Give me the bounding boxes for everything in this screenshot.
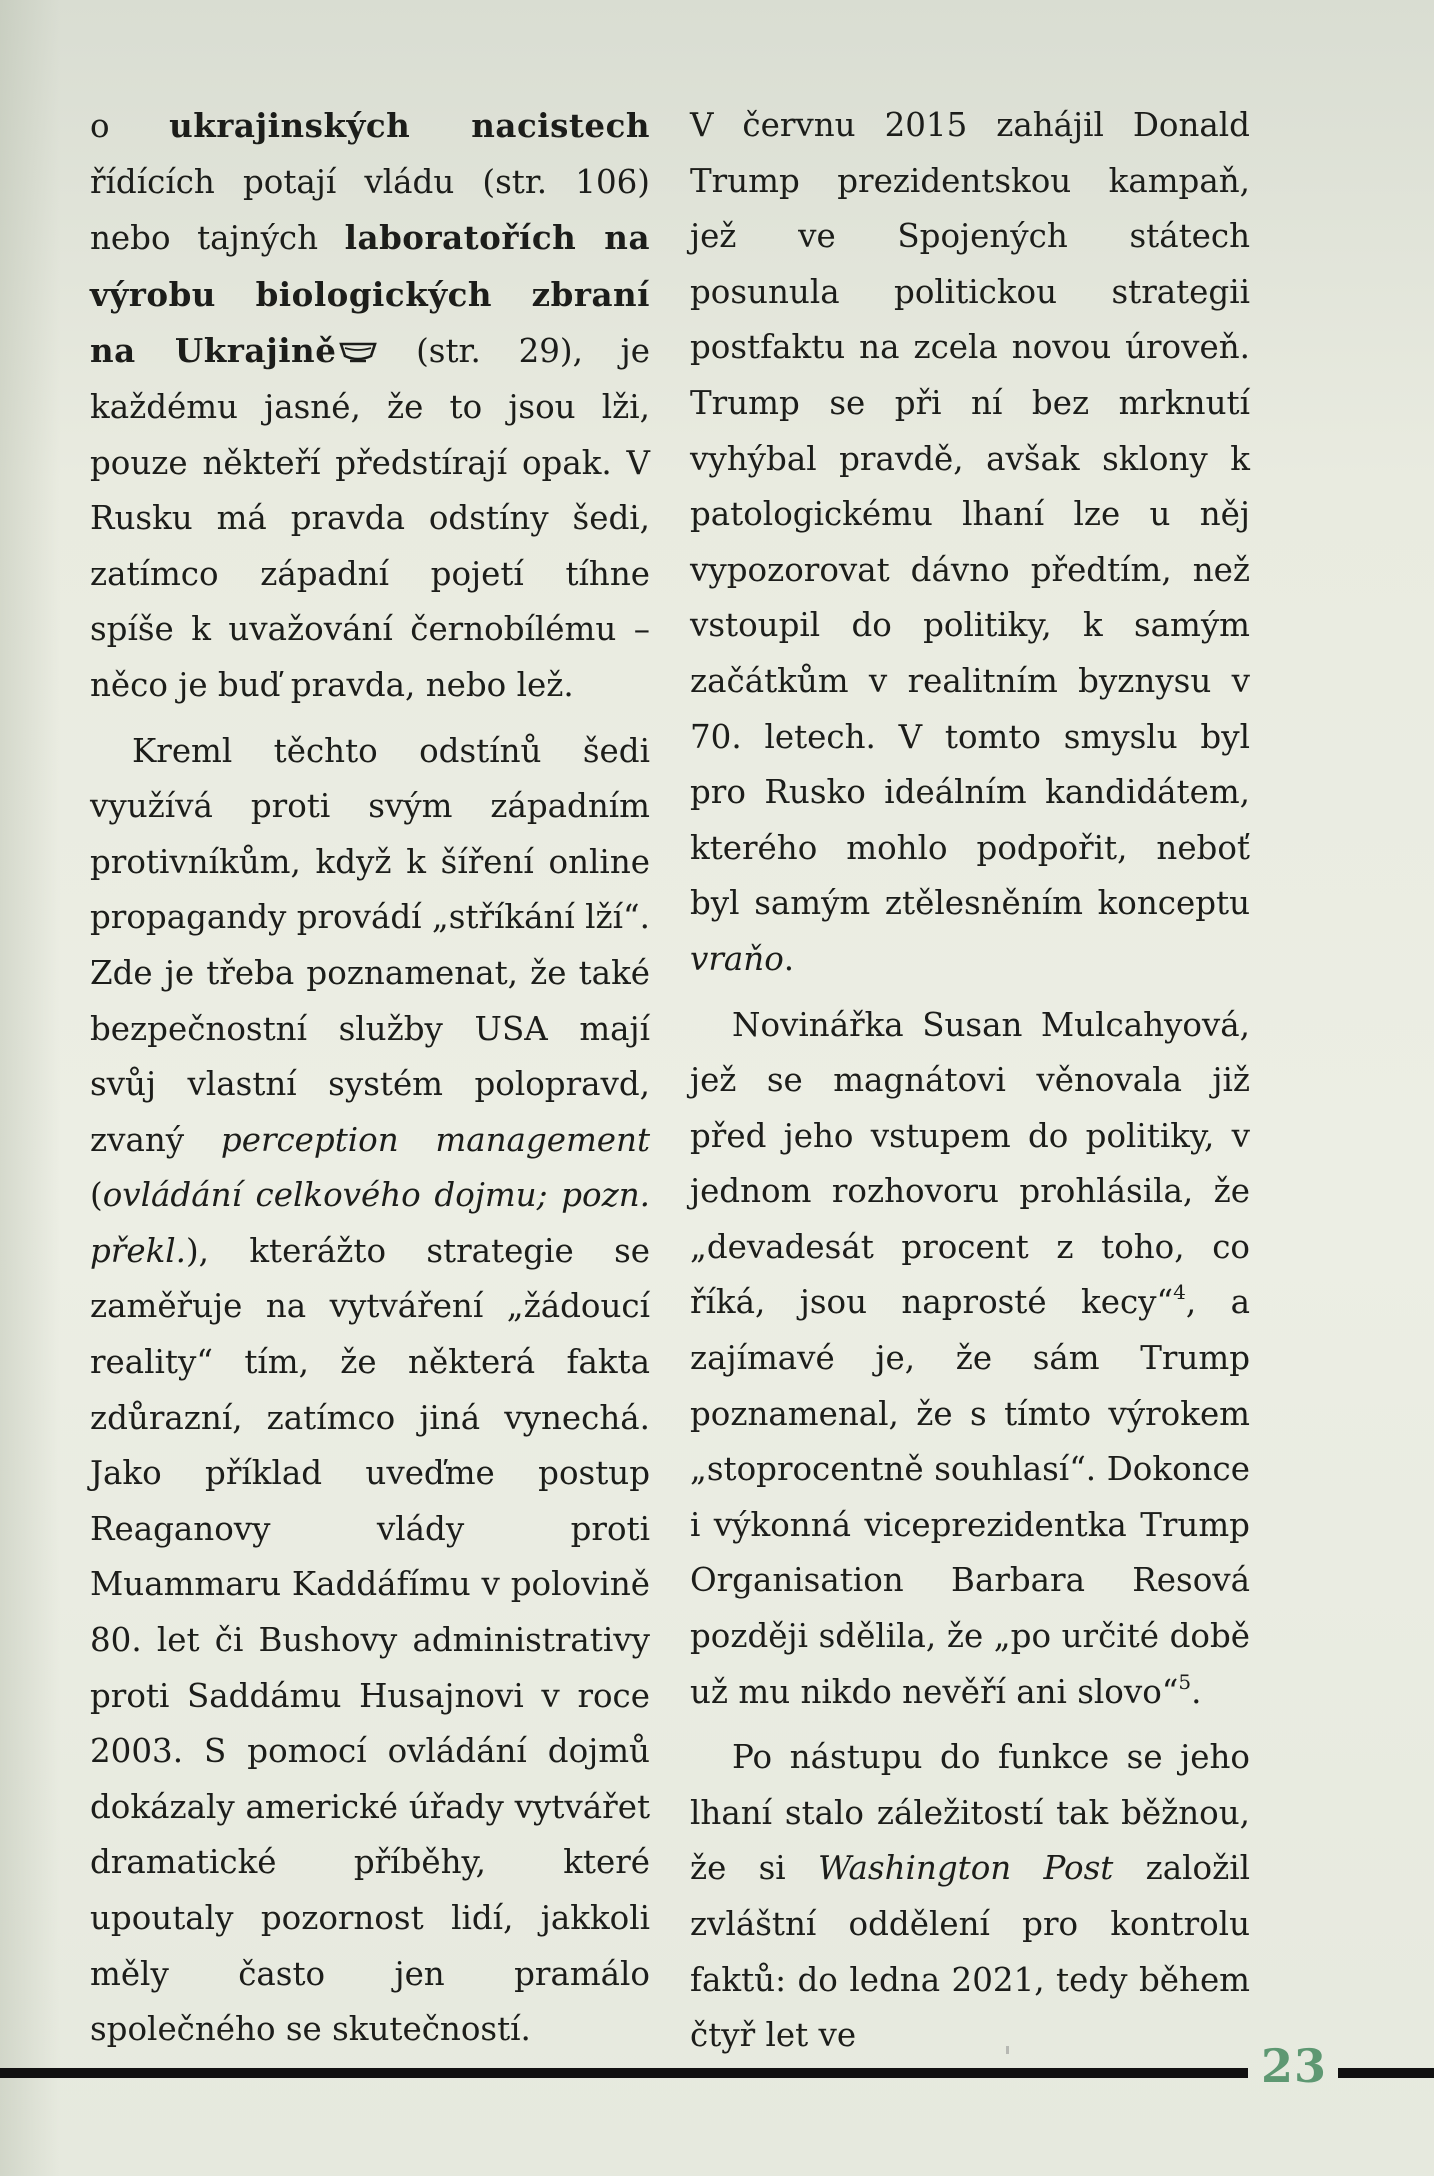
italic-term: vraňo [690,939,784,978]
footnote-ref-4: 4 [1173,1280,1186,1305]
right-paragraph-3 [690,1730,1250,2064]
left-column [90,98,650,2058]
bold-term: laboratořích na výrobu biologických zbraní na Ukrajině [90,218,650,371]
page-number: 23 [1260,2039,1327,2093]
text-run: ), kterážto strategie se zaměřuje na vytváření „žádoucí reality“ tím, že některá fakta zdůrazní, zatímco jiná vynechá. Jako příklad uveďme postup Reaganovy vlády proti Muammaru Kaddáfímu v polovině 80. let či Bushovy administrativy proti Saddámu Husajnovi v roce 2003. S pomocí ovládání dojmů dokázaly americké úřady vytvářet dramatické příběhy, které upoutaly pozornost lidí, jakkoli měly často jen pramálo společného se skutečností. [90,1231,650,2049]
scan-speck [1006,2046,1009,2054]
footer-rule-left [0,2068,1248,2078]
text-run: , a zajímavé je, že sám Trump poznamenal, že s tímto výrokem „stoprocentně souhlasí“. Dokonce i výkonná viceprezidentka Trump Organisation Barbara Resová později sdělila, že „po určité době už mu nikdo nevěří ani slovo“ [690,1283,1250,1711]
translator-note: ovládání celkového dojmu; pozn. překl. [90,1176,650,1270]
right-paragraph-2 [690,998,1250,1721]
text-run: řídících potají vládu (str. 106) nebo tajných [90,162,650,258]
text-run: Po nástupu do funkce se jeho lhaní stalo záležitostí tak běžnou, že si [690,1738,1250,1888]
text-run: o [90,107,170,145]
text-run: Kreml těchto odstínů šedi využívá proti svým západním protivníkům, když k šíření online propagandy provádí „stříkání lží“. Zde je třeba poznamenat, že také bezpečnostní služby USA mají svůj vlastní systém polopravd, zvaný [90,731,650,1159]
right-paragraph-1 [690,98,1250,988]
left-paragraph-1 [90,98,650,714]
right-column [690,98,1250,2064]
text-run: Novinářka Susan Mulcahyová, jež se magnátovi věnovala již před jeho vstupem do politiky, v jednom rozhovoru prohlásila, že „devadesát procent z toho, co říká, jsou naprosté kecy“ [690,1005,1250,1322]
text-run: (str. 29), je každému jasné, že to jsou lži, pouze někteří předstírají opak. V Rusku má pravda odstíny šedi, zatímco západní pojetí tíhne spíše k uvažování černobílému – něco je buď pravda, nebo lež. [90,332,650,704]
footer-rule-right [1338,2068,1434,2078]
text-run: založil zvláštní oddělení pro kontrolu faktů: do ledna 2021, tedy během čtyř let ve [690,1849,1250,2055]
left-paragraph-2 [90,724,650,2058]
publication-name: Washington Post [817,1849,1114,1888]
page-gutter-shadow [0,0,60,2176]
italic-term: perception management [220,1120,650,1159]
text-run: ( [90,1176,103,1215]
cup-icon [338,338,378,364]
text-run: . [1191,1672,1202,1711]
footnote-ref-5: 5 [1178,1669,1192,1694]
text-run: . [783,939,795,978]
bold-term: ukrajinských nacistech [169,106,650,145]
text-run: V červnu 2015 zahájil Donald Trump prezidentskou kampaň, jež ve Spojených státech posunula politickou strategii postfaktu na zcela novou úroveň. Trump se při ní bez mrknutí vyhýbal pravdě, avšak sklony k patologickému lhaní lze u něj vypozorovat dávno předtím, než vstoupil do politiky, k samým začátkům v realitním byznysu v 70. letech. V tomto smyslu byl pro Rusko ideálním kandidátem, kterého mohlo podpořit, neboť byl samým ztělesněním konceptu [690,106,1250,923]
